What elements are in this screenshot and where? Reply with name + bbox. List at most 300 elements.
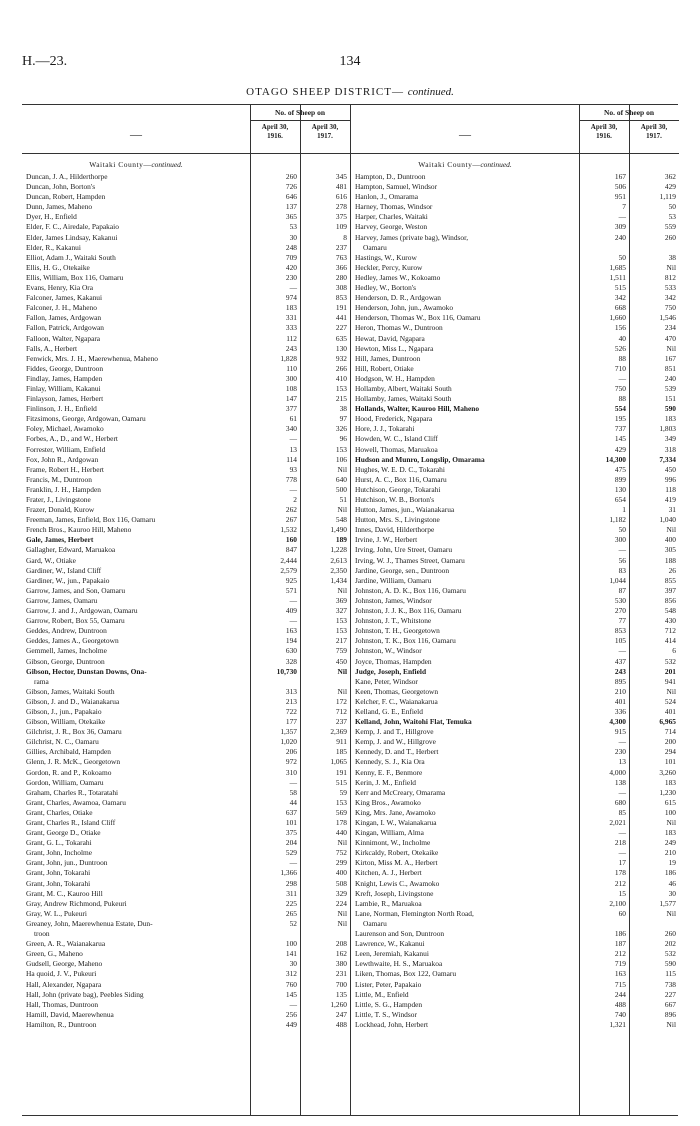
- owner-name: Kinnimont, W., Incholme: [355, 838, 431, 848]
- owner-name: Lister, Peter, Papakaio: [355, 979, 422, 989]
- sheep-1916: 30: [289, 232, 297, 242]
- owner-name: Jardine, George, sen., Duntroon: [355, 565, 450, 575]
- sheep-1916: 722: [285, 706, 297, 716]
- owner-name: Hutchison, W. B., Borton's: [355, 495, 435, 504]
- sheep-1916: 212: [614, 878, 626, 888]
- sheep-1917: 853: [335, 293, 347, 303]
- table-row: [22, 434, 350, 444]
- county-heading: Waitaki County—continued.: [89, 160, 183, 169]
- table-row: [22, 394, 350, 404]
- sheep-1917: 481: [335, 182, 347, 192]
- owner-name: Findlay, James, Hampden: [26, 373, 103, 383]
- sheep-1916: 1,511: [609, 272, 626, 282]
- table-row: [22, 1010, 350, 1020]
- owner-name: Judge, Joseph, Enfield: [355, 666, 427, 676]
- table-row: [351, 303, 679, 313]
- table-row: [351, 697, 679, 707]
- sheep-1916: 114: [286, 454, 297, 464]
- sheep-1917: 855: [664, 575, 676, 585]
- sheep-1917: 548: [664, 606, 676, 616]
- sheep-1917: 429: [664, 182, 676, 192]
- sheep-1917: 97: [339, 414, 347, 424]
- sheep-1916: 740: [614, 1009, 626, 1019]
- owner-name: Garrow, James, Oamaru: [26, 595, 98, 605]
- table-row: [351, 243, 679, 253]
- sheep-1917: 153: [335, 797, 347, 807]
- table-row: [22, 636, 350, 646]
- sheep-1916: 1,182: [609, 515, 626, 525]
- sheep-1917: 714: [664, 727, 676, 737]
- table-row: [351, 980, 679, 990]
- sheep-1917: 559: [664, 222, 676, 232]
- table-row: [351, 182, 679, 192]
- sheep-1916: 210: [614, 686, 626, 696]
- owner-name: Harvey, George, Weston: [355, 222, 428, 232]
- table-row: [22, 939, 350, 949]
- table-row: [22, 868, 350, 878]
- sheep-1916: 225: [285, 898, 297, 908]
- table-row: [351, 929, 679, 939]
- sheep-1916: 17: [618, 858, 626, 868]
- table-row: [351, 334, 679, 344]
- table-row: [22, 364, 350, 374]
- table-row: [22, 243, 350, 253]
- owner-name: Frazer, Donald, Kurow: [26, 505, 95, 515]
- table-row: [22, 959, 350, 969]
- table-row: [351, 424, 679, 434]
- table-row: [351, 576, 679, 586]
- sheep-1917: 1,040: [659, 515, 676, 525]
- table-row: [351, 414, 679, 424]
- owner-name: Kelland, John, Waitohi Flat, Temuka: [355, 717, 472, 727]
- owner-name: Kemp, J. and W., Hillgrove: [355, 737, 436, 747]
- page-title: OTAGO SHEEP DISTRICT— continued.: [246, 86, 454, 98]
- sheep-1917: 247: [335, 1009, 347, 1019]
- table-row: [351, 868, 679, 878]
- owner-name: Gard, W., Otiake: [26, 555, 76, 565]
- sheep-1916: 310: [285, 767, 297, 777]
- sheep-1917: 397: [664, 585, 676, 595]
- owner-name: Grant, M. C., Kauroo Hill: [26, 888, 103, 898]
- owner-column-header: —: [459, 127, 471, 141]
- owner-name: Graham, Charles R., Totaratahi: [26, 787, 119, 797]
- sheep-1917: 375: [335, 212, 347, 222]
- sheep-1917: 401: [664, 706, 676, 716]
- owner-name: Henderson, John, jun., Awamoko: [355, 303, 454, 313]
- owner-name: Grant, Charles, Otiake: [26, 807, 93, 817]
- table-row: [351, 687, 679, 697]
- sheep-1916: 110: [286, 363, 297, 373]
- table-row: [351, 919, 679, 929]
- table-row: [351, 202, 679, 212]
- sheep-1916: 719: [614, 959, 626, 969]
- sheep-1917: 539: [664, 383, 676, 393]
- sheep-1916: —: [289, 616, 297, 626]
- table-row: [22, 485, 350, 495]
- sheep-1917: Nil: [666, 686, 676, 696]
- sheep-count-header: No. of Sheep on: [250, 105, 350, 121]
- owner-name: Kirton, Miss M. A., Herbert: [355, 858, 438, 868]
- sheep-1916: 847: [285, 545, 297, 555]
- sheep-1916: 243: [285, 343, 297, 353]
- sheep-1917: 508: [335, 878, 347, 888]
- sheep-1916: 429: [614, 444, 626, 454]
- table-row: [22, 525, 350, 535]
- sheep-1916: —: [289, 858, 297, 868]
- sheep-1917: 441: [335, 313, 347, 323]
- sheep-1916: 4,000: [609, 767, 626, 777]
- table-row: [22, 505, 350, 515]
- table-row: [22, 919, 350, 929]
- sheep-1916: 409: [285, 606, 297, 616]
- owner-name: Hill, James, Duntroon: [355, 353, 421, 363]
- table-row: [22, 354, 350, 364]
- table-row: [22, 334, 350, 344]
- sheep-1917: 851: [664, 363, 676, 373]
- sheep-1916: —: [618, 848, 626, 858]
- sheep-1917: 1,577: [659, 898, 676, 908]
- owner-name: Leen, Jeremiah, Kakanui: [355, 949, 429, 959]
- owner-name: Grant, John, jun., Duntroon: [26, 858, 108, 868]
- table-row: [351, 899, 679, 909]
- sheep-1917: 249: [664, 838, 676, 848]
- sheep-1916: 311: [286, 888, 297, 898]
- sheep-1916: 654: [614, 495, 626, 504]
- table-row: [351, 263, 679, 273]
- sheep-1917: 548: [335, 515, 347, 525]
- table-row: [351, 969, 679, 979]
- sheep-1916: 52: [289, 918, 297, 928]
- sheep-1916: 145: [614, 434, 626, 444]
- sheep-1916: —: [618, 828, 626, 838]
- sheep-1917: 590: [664, 404, 676, 414]
- owner-name: Hamill, David, Maerewhenua: [26, 1009, 114, 1019]
- sheep-1917: 318: [664, 444, 676, 454]
- sheep-table: [22, 104, 678, 1116]
- table-row: [351, 313, 679, 323]
- sheep-1916: 147: [285, 394, 297, 404]
- owner-name: King, Mrs. Jane, Awamoko: [355, 807, 436, 817]
- owner-name: Kennedy, S. J., Kia Ora: [355, 757, 425, 767]
- owner-name: Garrow, James, and Son, Oamaru: [26, 585, 126, 595]
- sheep-1916: 178: [614, 868, 626, 878]
- table-row: [22, 929, 350, 939]
- table-row: [22, 818, 350, 828]
- owner-name: Jardine, William, Oamaru: [355, 575, 432, 585]
- sheep-1917: 172: [335, 696, 347, 706]
- sheep-1916: 53: [289, 222, 297, 232]
- sheep-1916: 342: [614, 293, 626, 303]
- owner-name: Dyer, H., Enfield: [26, 212, 77, 222]
- sheep-1917: 400: [664, 535, 676, 545]
- owner-name: Kerr and McCreary, Omarama: [355, 787, 446, 797]
- table-row: [351, 959, 679, 969]
- sheep-1917: 135: [335, 989, 347, 999]
- owner-name: Innes, David, Hilderthorpe: [355, 525, 435, 535]
- column-header-1917: April 30, 1917.: [640, 123, 668, 140]
- sheep-1917: 450: [664, 464, 676, 474]
- sheep-1917: 280: [335, 272, 347, 282]
- table-row: [22, 828, 350, 838]
- table-row: [22, 414, 350, 424]
- sheep-1917: 3,260: [659, 767, 676, 777]
- table-row: [22, 586, 350, 596]
- sheep-1917: 26: [668, 565, 676, 575]
- owner-name: Kirkcaldy, Robert, Otekaike: [355, 848, 439, 858]
- sheep-1917: 183: [664, 777, 676, 787]
- sheep-1917: Nil: [666, 1019, 676, 1029]
- table-row: [22, 858, 350, 868]
- sheep-1917: 1,119: [659, 192, 676, 202]
- table-row: [22, 303, 350, 313]
- sheep-1917: Nil: [337, 464, 347, 474]
- owner-name: Gillies, Archibald, Hampden: [26, 747, 111, 757]
- owner-name: Gardiner, W., Island Cliff: [26, 565, 102, 575]
- table-row: [351, 798, 679, 808]
- sheep-1916: 4,300: [609, 717, 626, 727]
- sheep-1916: 895: [614, 676, 626, 686]
- sheep-1916: 1,828: [280, 353, 297, 363]
- sheep-1917: 532: [664, 949, 676, 959]
- owner-name: Irvine, J. W., Herbert: [355, 535, 418, 545]
- sheep-1916: —: [618, 545, 626, 555]
- sheep-1916: 328: [285, 656, 297, 666]
- table-row: [351, 586, 679, 596]
- sheep-1916: 204: [285, 838, 297, 848]
- owner-name: Irving, John, Ure Street, Oamaru: [355, 545, 453, 555]
- owner-name: Fallon, Patrick, Ardgowan: [26, 323, 105, 333]
- owner-name: Hutton, Mrs. S., Livingstone: [355, 515, 440, 525]
- sheep-1916: 1,366: [280, 868, 297, 878]
- sheep-1916: 60: [618, 908, 626, 918]
- owner-name: Gibson, James, Waitaki South: [26, 686, 115, 696]
- sheep-1916: 270: [614, 606, 626, 616]
- owner-name: Grant, John, Incholme: [26, 848, 93, 858]
- sheep-1917: 414: [664, 636, 676, 646]
- table-row: [22, 899, 350, 909]
- owner-name: Gudsell, George, Maheno: [26, 959, 103, 969]
- owner-name: Hurst, A. C., Box 116, Oamaru: [355, 474, 447, 484]
- table-row: [351, 556, 679, 566]
- owner-name: Kennedy, D. and T., Herbert: [355, 747, 439, 757]
- table-row: [351, 485, 679, 495]
- owner-name: Ellis, William, Box 116, Oamaru: [26, 272, 124, 282]
- sheep-1917: 1,260: [330, 999, 347, 1009]
- owner-name: Gordon, R. and P., Kokoamo: [26, 767, 112, 777]
- table-row: [351, 323, 679, 333]
- owner-name: Falloon, Walter, Ngapara: [26, 333, 101, 343]
- sheep-1916: 130: [614, 484, 626, 494]
- table-row: [22, 1020, 350, 1030]
- sheep-1916: 61: [289, 414, 297, 424]
- owner-name: Elder, James Lindsay, Kakanui: [26, 232, 118, 242]
- owner-name: Hood, Frederick, Ngapara: [355, 414, 433, 424]
- owner-name: Hall, Alexander, Ngapara: [26, 979, 102, 989]
- owner-name: Duncan, J. A., Hilderthorpe: [26, 172, 108, 181]
- owner-name: Green, G., Maheno: [26, 949, 83, 959]
- owner-name: Oamaru: [363, 242, 387, 252]
- table-row: [22, 455, 350, 465]
- owner-name: Kelland, G. E., Enfield: [355, 706, 423, 716]
- owner-name: Foley, Michael, Awamoko: [26, 424, 104, 434]
- table-row: [351, 505, 679, 515]
- owner-name: Evans, Henry, Kia Ora: [26, 283, 94, 293]
- sheep-1916: 915: [614, 727, 626, 737]
- table-row: [351, 212, 679, 222]
- sheep-1916: 1,020: [280, 737, 297, 747]
- owner-name: Harney, Thomas, Windsor: [355, 202, 433, 212]
- sheep-1916: 853: [614, 626, 626, 636]
- sheep-1916: —: [618, 646, 626, 656]
- sheep-1917: 569: [335, 807, 347, 817]
- sheep-1916: 2,021: [609, 818, 626, 827]
- sheep-1917: 237: [335, 242, 347, 252]
- table-row: [22, 344, 350, 354]
- sheep-1916: 13: [289, 444, 297, 454]
- sheep-1916: 680: [614, 797, 626, 807]
- table-row: [351, 909, 679, 919]
- sheep-1916: 637: [285, 807, 297, 817]
- sheep-1916: 336: [614, 706, 626, 716]
- sheep-1916: 138: [614, 777, 626, 787]
- owner-name: Grant, George D., Otiake: [26, 828, 101, 838]
- sheep-1917: 1,803: [659, 424, 676, 434]
- owner-name: Johnston, James, Windsor: [355, 595, 432, 605]
- sheep-1917: 210: [664, 848, 676, 858]
- owner-name: Kitchen, A. J., Herbert: [355, 868, 422, 878]
- sheep-1916: 309: [614, 222, 626, 232]
- sheep-1917: 342: [664, 293, 676, 303]
- sheep-1917: 101: [664, 757, 676, 767]
- table-row: [351, 545, 679, 555]
- sheep-1916: 1,357: [280, 727, 297, 737]
- sheep-1916: 331: [285, 313, 297, 323]
- table-row: [22, 687, 350, 697]
- owner-name: Dunn, James, Maheno: [26, 202, 93, 212]
- sheep-1917: 911: [336, 737, 347, 747]
- owner-name: Hollamby, James, Waitaki South: [355, 394, 452, 404]
- owner-name: Kenny, E. F., Benmore: [355, 767, 423, 777]
- owner-name: Kemp, J. and T., Hillgrove: [355, 727, 434, 737]
- sheep-1917: 616: [335, 192, 347, 202]
- sheep-1917: 30: [668, 888, 676, 898]
- table-row: [22, 475, 350, 485]
- sheep-1917: 153: [335, 626, 347, 636]
- table-row: [351, 1020, 679, 1030]
- owner-name: King Bros., Awamoko: [355, 797, 421, 807]
- table-row: [22, 909, 350, 919]
- sheep-1917: Nil: [666, 908, 676, 918]
- owner-name: Geddes, Andrew, Duntroon: [26, 626, 107, 636]
- table-row: [351, 838, 679, 848]
- sheep-1916: 646: [285, 192, 297, 202]
- sheep-1917: 178: [335, 818, 347, 827]
- sheep-1916: 195: [614, 414, 626, 424]
- sheep-1916: 377: [285, 404, 297, 414]
- sheep-1916: 105: [614, 636, 626, 646]
- table-row: [22, 788, 350, 798]
- table-row: [22, 535, 350, 545]
- table-row: [351, 384, 679, 394]
- owner-name: Hall, John (private bag), Peebles Siding: [26, 989, 144, 999]
- sheep-1916: 244: [614, 989, 626, 999]
- table-row: [351, 535, 679, 545]
- table-row: [351, 455, 679, 465]
- sheep-1917: 294: [664, 747, 676, 757]
- sheep-1917: 162: [335, 949, 347, 959]
- owner-name: Greaney, John, Maerewhenua Estate, Dun-: [26, 918, 153, 928]
- sheep-1917: 115: [665, 969, 676, 979]
- owner-name: Little, S. G., Hampden: [355, 999, 423, 1009]
- sheep-1916: 230: [285, 272, 297, 282]
- sheep-1916: 488: [614, 999, 626, 1009]
- table-row: [351, 253, 679, 263]
- table-row: [22, 182, 350, 192]
- owner-name: Gibson, George, Duntroon: [26, 656, 105, 666]
- table-row: [22, 879, 350, 889]
- sheep-1917: 260: [664, 929, 676, 939]
- sheep-1916: 212: [614, 949, 626, 959]
- sheep-1917: 488: [335, 1019, 347, 1029]
- sheep-1917: Nil: [666, 818, 676, 827]
- document-reference: H.—23.: [22, 54, 68, 69]
- table-row: [351, 364, 679, 374]
- owner-name: Hall, Thomas, Duntroon: [26, 999, 99, 1009]
- sheep-1917: 215: [335, 394, 347, 404]
- sheep-1916: 163: [614, 969, 626, 979]
- sheep-1917: Nil: [666, 343, 676, 353]
- owner-name: Howell, Thomas, Maruakoa: [355, 444, 438, 454]
- owner-name: French Bros., Kauroo Hill, Maheno: [26, 525, 132, 535]
- sheep-1916: 2,579: [280, 565, 297, 575]
- owner-name: Keen, Thomas, Georgetown: [355, 686, 439, 696]
- table-row: [22, 990, 350, 1000]
- table-row: [351, 667, 679, 677]
- sheep-1917: 1,065: [330, 757, 347, 767]
- owner-name: Grant, Charles, Awamoa, Oamaru: [26, 797, 126, 807]
- column-header-1916: April 30, 1916.: [261, 123, 289, 140]
- column-header-1916: April 30, 1916.: [590, 123, 618, 140]
- owner-name: Hewton, Miss L., Ngapara: [355, 343, 434, 353]
- sheep-1917: 763: [335, 252, 347, 262]
- owner-name: Little, M., Enfield: [355, 989, 409, 999]
- table-row: [351, 515, 679, 525]
- table-row: [351, 757, 679, 767]
- table-row: [22, 313, 350, 323]
- sheep-1917: 118: [665, 484, 676, 494]
- sheep-1917: 2,350: [330, 565, 347, 575]
- owner-name: Garrow, Robert, Box 55, Oamaru: [26, 616, 125, 626]
- owner-name: Kelcher, F. C., Waianakarua: [355, 696, 438, 706]
- right-table-half: [350, 105, 679, 1115]
- owner-name: Kingan, William, Alma: [355, 828, 424, 838]
- table-row: [22, 576, 350, 586]
- sheep-1917: 470: [664, 333, 676, 343]
- owner-name: troon: [34, 929, 50, 939]
- owner-name: Hampton, D., Duntroon: [355, 172, 426, 181]
- sheep-1917: 153: [335, 383, 347, 393]
- sheep-1916: 265: [285, 908, 297, 918]
- table-row: [22, 566, 350, 576]
- sheep-1917: 1,434: [330, 575, 347, 585]
- sheep-1917: 191: [335, 303, 347, 313]
- sheep-1917: 51: [339, 495, 347, 504]
- sheep-1916: 1,532: [280, 525, 297, 535]
- owner-name: Gray, W. L., Pukeuri: [26, 908, 87, 918]
- sheep-1916: —: [289, 434, 297, 444]
- table-row: [351, 727, 679, 737]
- owner-name: Johnston, T. K., Box 116, Oamaru: [355, 636, 456, 646]
